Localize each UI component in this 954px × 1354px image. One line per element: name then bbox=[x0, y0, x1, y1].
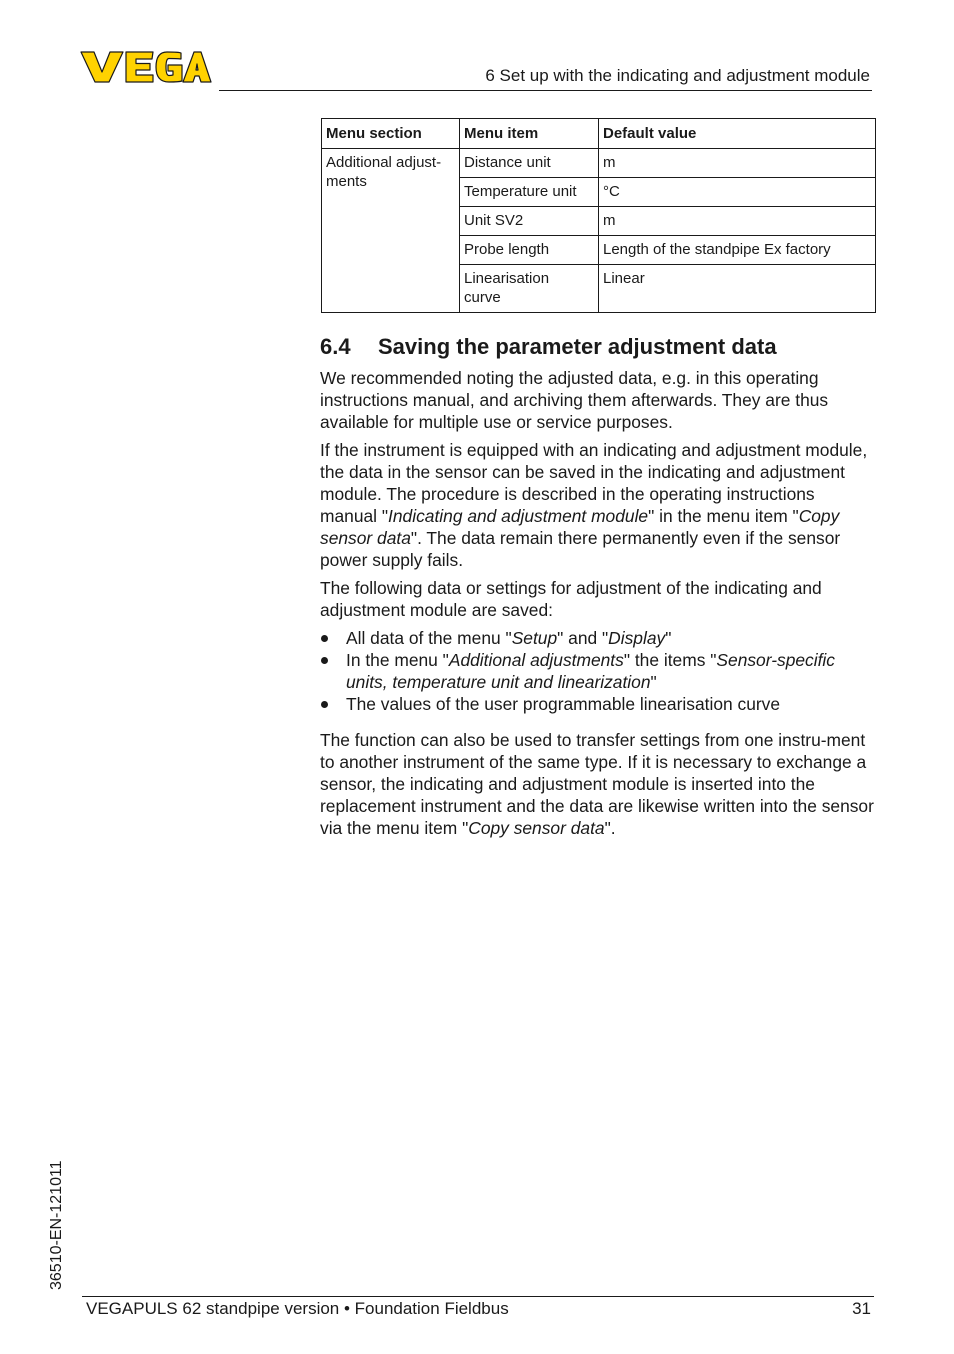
menu-item-cell: Unit SV2 bbox=[460, 207, 599, 236]
italic-run: Display bbox=[608, 628, 666, 648]
list-item bbox=[320, 627, 876, 649]
text-run: In the menu " bbox=[346, 650, 449, 670]
text-run: " the items " bbox=[623, 650, 717, 670]
paragraph: We recommended noting the adjusted data, e.g. in this operating instructions manual, and archiving them afterwards. They are thus available for multiple use or service purposes. bbox=[320, 368, 829, 432]
paragraph bbox=[320, 439, 876, 571]
italic-run: Sensor-specific units, temperature unit and linearization bbox=[346, 650, 835, 692]
menu-item-cell: Probe length bbox=[460, 236, 599, 265]
bullet-list bbox=[320, 627, 876, 715]
italic-run: Copy sensor data bbox=[468, 818, 605, 838]
table-row bbox=[322, 149, 876, 178]
table-header-cell: Menu section bbox=[322, 119, 460, 149]
chapter-heading: 6 Set up with the indicating and adjustment module bbox=[485, 66, 870, 85]
table-header-row bbox=[322, 119, 876, 149]
text-run: " in the menu item " bbox=[648, 506, 799, 526]
section-number: 6.4 bbox=[320, 334, 351, 359]
text-run: ". bbox=[604, 818, 616, 838]
text-run: " bbox=[665, 628, 672, 648]
text-run: The values of the user programmable linearisation curve bbox=[346, 694, 781, 714]
default-value-cell: Length of the standpipe Ex factory bbox=[599, 236, 876, 265]
footer-divider bbox=[82, 1296, 874, 1297]
text-run: " and " bbox=[557, 628, 609, 648]
section-body bbox=[320, 367, 876, 845]
bullet-icon bbox=[321, 657, 328, 664]
italic-run: Copy sensor data bbox=[320, 506, 840, 548]
section-title: Saving the parameter adjustment data bbox=[378, 334, 777, 359]
default-value-cell: m bbox=[599, 207, 876, 236]
text-run: If the instrument is equipped with an indicating and adjustment module, the data in the sensor can be saved in the indicating and adjustment module. The procedure is described in the operating instructions manual " bbox=[320, 440, 868, 526]
paragraph bbox=[320, 729, 876, 839]
menu-item-cell: Temperature unit bbox=[460, 178, 599, 207]
default-values-table bbox=[321, 118, 876, 313]
bullet-icon bbox=[321, 635, 328, 642]
italic-run: Setup bbox=[511, 628, 558, 648]
default-value-cell: °C bbox=[599, 178, 876, 207]
table-header-cell: Menu item bbox=[460, 119, 599, 149]
italic-run: Indicating and adjustment module bbox=[388, 506, 649, 526]
text-run: All data of the menu " bbox=[346, 628, 512, 648]
header-divider bbox=[219, 90, 872, 91]
document-code: 36510-EN-121011 bbox=[48, 1160, 65, 1290]
text-run: ". The data remain there permanently even if the sensor power supply fails. bbox=[320, 528, 841, 570]
menu-item-cell: Distance unit bbox=[460, 149, 599, 178]
section-heading bbox=[320, 334, 777, 360]
bullet-icon bbox=[321, 701, 328, 708]
text-run: The function can also be used to transfer settings from one instru-ment to another instrument of the same type. If it is necessary to exchange a sensor, the indicating and adjustment module is inserted into the replacement instrument and the data are likewise written into the sensor via the menu item " bbox=[320, 730, 874, 838]
vega-logo bbox=[80, 50, 212, 84]
text-run: " bbox=[650, 672, 657, 692]
default-value-cell: m bbox=[599, 149, 876, 178]
table-header-cell: Default value bbox=[599, 119, 876, 149]
italic-run: Additional adjustments bbox=[448, 650, 624, 670]
footer-product: VEGAPULS 62 standpipe version • Foundation Fieldbus bbox=[86, 1299, 509, 1318]
menu-item-cell: Linearisation curve bbox=[460, 265, 599, 313]
default-value-cell: Linear bbox=[599, 265, 876, 313]
list-item bbox=[320, 649, 876, 693]
page-number: 31 bbox=[852, 1299, 871, 1318]
menu-section-cell: Additional adjust- ments bbox=[322, 149, 460, 313]
list-item bbox=[320, 693, 876, 715]
paragraph: The following data or settings for adjustment of the indicating and adjustment module are saved: bbox=[320, 578, 822, 620]
